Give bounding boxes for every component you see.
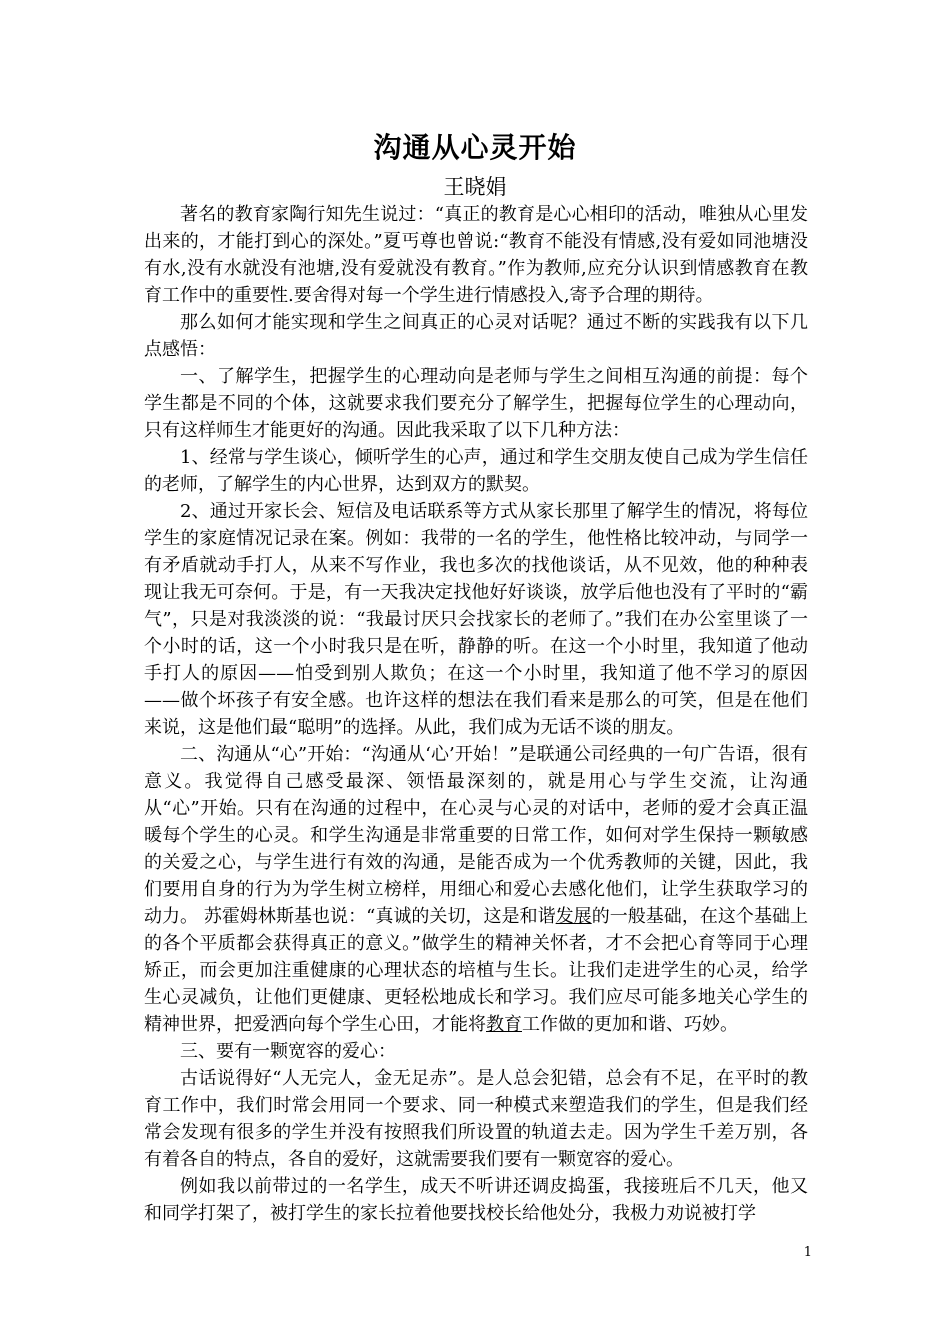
paragraph-text: 的一般基础，在这个基础上的各个平质都会获得真正的意义。”做学生的精神关怀者，才不会把心育等同于心理矫正，而会更加注重健康的心理状态的培植与生长。让我们走进学生的心灵，给学生心灵减负，让他们更健康、更轻松地成长和学习。我们应尽可能多地关心学生的精神世界，把爱洒向每个学生心田，才能将 <box>144 906 809 1035</box>
link-fazhan[interactable]: 发展 <box>555 906 592 927</box>
page-number: 1 <box>803 1245 812 1260</box>
paragraph: 古话说得好“人无完人，金无足赤”。是人总会犯错，总会有不足，在平时的教育工作中，我们时常会用同一个要求、同一种模式来塑造我们的学生，但是我们经常会发现有很多的学生并没有按照我们所设置的轨道去走。因为学生千差万别，各有着各自的特点，各自的爱好，这就需要我们要有一颗宽容的爱心。 <box>144 1068 808 1170</box>
paragraph: 例如我以前带过的一名学生，成天不听讲还调皮捣蛋，我接班后不几天，他又和同学打架了，被打学生的家长拉着他要找校长给他处分，我极力劝说被打学 <box>144 1176 808 1224</box>
document-body <box>144 201 808 1227</box>
paragraph-text: 工作做的更加和谐、巧妙。 <box>522 1014 738 1035</box>
paragraph-text: 二、沟通从“心”开始：“沟通从‘心’开始！”是联通公司经典的一句广告语，很有意义。我觉得自己感受最深、领悟最深刻的，就是用心与学生交流，让沟通从“心”开始。只有在沟通的过程中，在心灵与心灵的对话中，老师的爱才会真正温暖每个学生的心灵。和学生沟通是非常重要的日常工作，如何对学生保持一颗敏感的关爱之心，与学生进行有效的沟通，是能否成为一个优秀教师的关键，因此，我们要用自身的行为为学生树立榜样，用细心和爱心去感化他们，让学生获取学习的动力。 苏霍姆林斯基也说：“真诚的关切，这是和谐 <box>144 744 808 927</box>
paragraph: 那么如何才能实现和学生之间真正的心灵对话呢？通过不断的实践我有以下几点感悟： <box>144 312 808 360</box>
paragraph: 一、了解学生，把握学生的心理动向是老师与学生之间相互沟通的前提：每个学生都是不同的个体，这就要求我们要充分了解学生，把握每位学生的心理动向，只有这样师生才能更好的沟通。因此我采取了以下几种方法： <box>144 366 808 441</box>
document-title: 沟通从心灵开始 <box>373 131 577 164</box>
author-name: 王晓娟 <box>443 175 507 199</box>
section-heading: 三、要有一颗宽容的爱心： <box>180 1041 396 1062</box>
paragraph-with-links <box>144 741 808 1038</box>
paragraph: 著名的教育家陶行知先生说过：“真正的教育是心心相印的活动，唯独从心里发出来的，才能打到心的深处。”夏丐尊也曾说:“教育不能没有情感,没有爱如同池塘没有水,没有水就没有池塘,没有爱就没有教育。”作为教师,应充分认识到情感教育在教育工作中的重要性.要舍得对每一个学生进行情感投入,寄予合理的期待。 <box>144 204 808 306</box>
paragraph: 1、经常与学生谈心，倾听学生的心声，通过和学生交朋友使自己成为学生信任的老师，了解学生的内心世界，达到双方的默契。 <box>144 447 808 495</box>
link-jiaoyu[interactable]: 教育 <box>486 1014 522 1035</box>
paragraph: 2、通过开家长会、短信及电话联系等方式从家长那里了解学生的情况，将每位学生的家庭情况记录在案。例如：我带的一名的学生，他性格比较冲动，与同学一有矛盾就动手打人，从来不写作业，我也多次的找他谈话，从不见效，他的种种表现让我无可奈何。于是，有一天我决定找他好好谈谈，放学后他也没有了平时的“霸气”，只是对我淡淡的说：“我最讨厌只会找家长的老师了。”我们在办公室里谈了一个小时的话，这一个小时我只是在听，静静的听。在这一个小时里，我知道了他动手打人的原因——怕受到别人欺负；在这一个小时里，我知道了他不学习的原因——做个坏孩子有安全感。也许这样的想法在我们看来是那么的可笑，但是在他们来说，这是他们最“聪明”的选择。从此，我们成为无话不谈的朋友。 <box>144 501 808 738</box>
